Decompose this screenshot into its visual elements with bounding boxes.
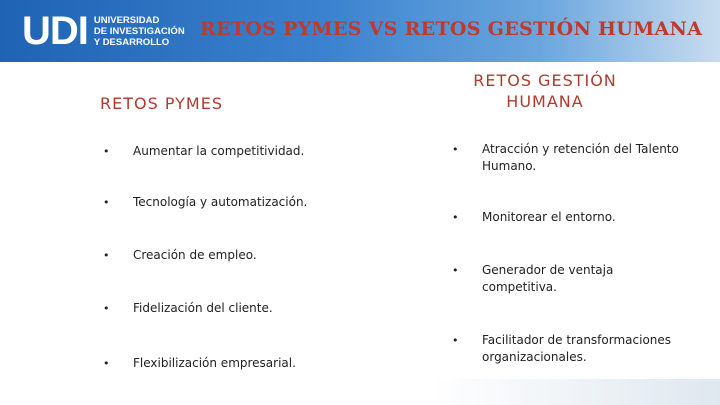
bullet: •	[452, 264, 459, 277]
bullet: •	[452, 334, 459, 347]
bottom-decoration	[0, 379, 720, 405]
bullet: •	[452, 143, 459, 156]
list-item	[452, 209, 682, 226]
list-item-text: Creación de empleo.	[133, 248, 257, 262]
slide-title: RETOS PYMES VS RETOS GESTIÓN HUMANA	[200, 18, 703, 40]
list-item-text: Generador de ventaja competitiva.	[482, 263, 614, 294]
logo-mark: UDI	[22, 9, 88, 53]
university-logo	[22, 11, 185, 51]
list-item-text: Fidelización del cliente.	[133, 301, 273, 315]
bullet: •	[103, 145, 110, 158]
list-item-text: Monitorear el entorno.	[482, 210, 616, 224]
bullet: •	[103, 249, 110, 262]
bullet: •	[103, 357, 110, 370]
list-item-text: Flexibilización empresarial.	[133, 356, 296, 370]
list-item	[452, 332, 682, 366]
bullet: •	[103, 196, 110, 209]
bullet: •	[103, 302, 110, 315]
list-item-text: Facilitador de transformaciones organizacionales.	[482, 333, 672, 364]
list-item-text: Aumentar la competitividad.	[133, 144, 305, 158]
logo-line: DE INVESTIGACIÓN	[93, 25, 185, 37]
list-item-text: Atracción y retención del Talento Humano.	[482, 142, 679, 173]
list-item	[103, 247, 333, 264]
list-item	[452, 141, 682, 175]
logo-line: UNIVERSIDAD	[93, 14, 160, 26]
list-item	[103, 143, 333, 160]
left-column-heading: RETOS PYMES	[100, 94, 223, 113]
list-item	[103, 355, 333, 372]
list-item-text: Tecnología y automatización.	[133, 195, 308, 209]
logo-text	[94, 15, 185, 48]
right-column-heading: RETOS GESTIÓN HUMANA	[473, 71, 617, 111]
list-item	[103, 300, 333, 317]
logo-line: Y DESARROLLO	[93, 36, 170, 48]
bullet: •	[452, 211, 459, 224]
list-item	[103, 194, 333, 211]
list-item	[452, 262, 682, 296]
